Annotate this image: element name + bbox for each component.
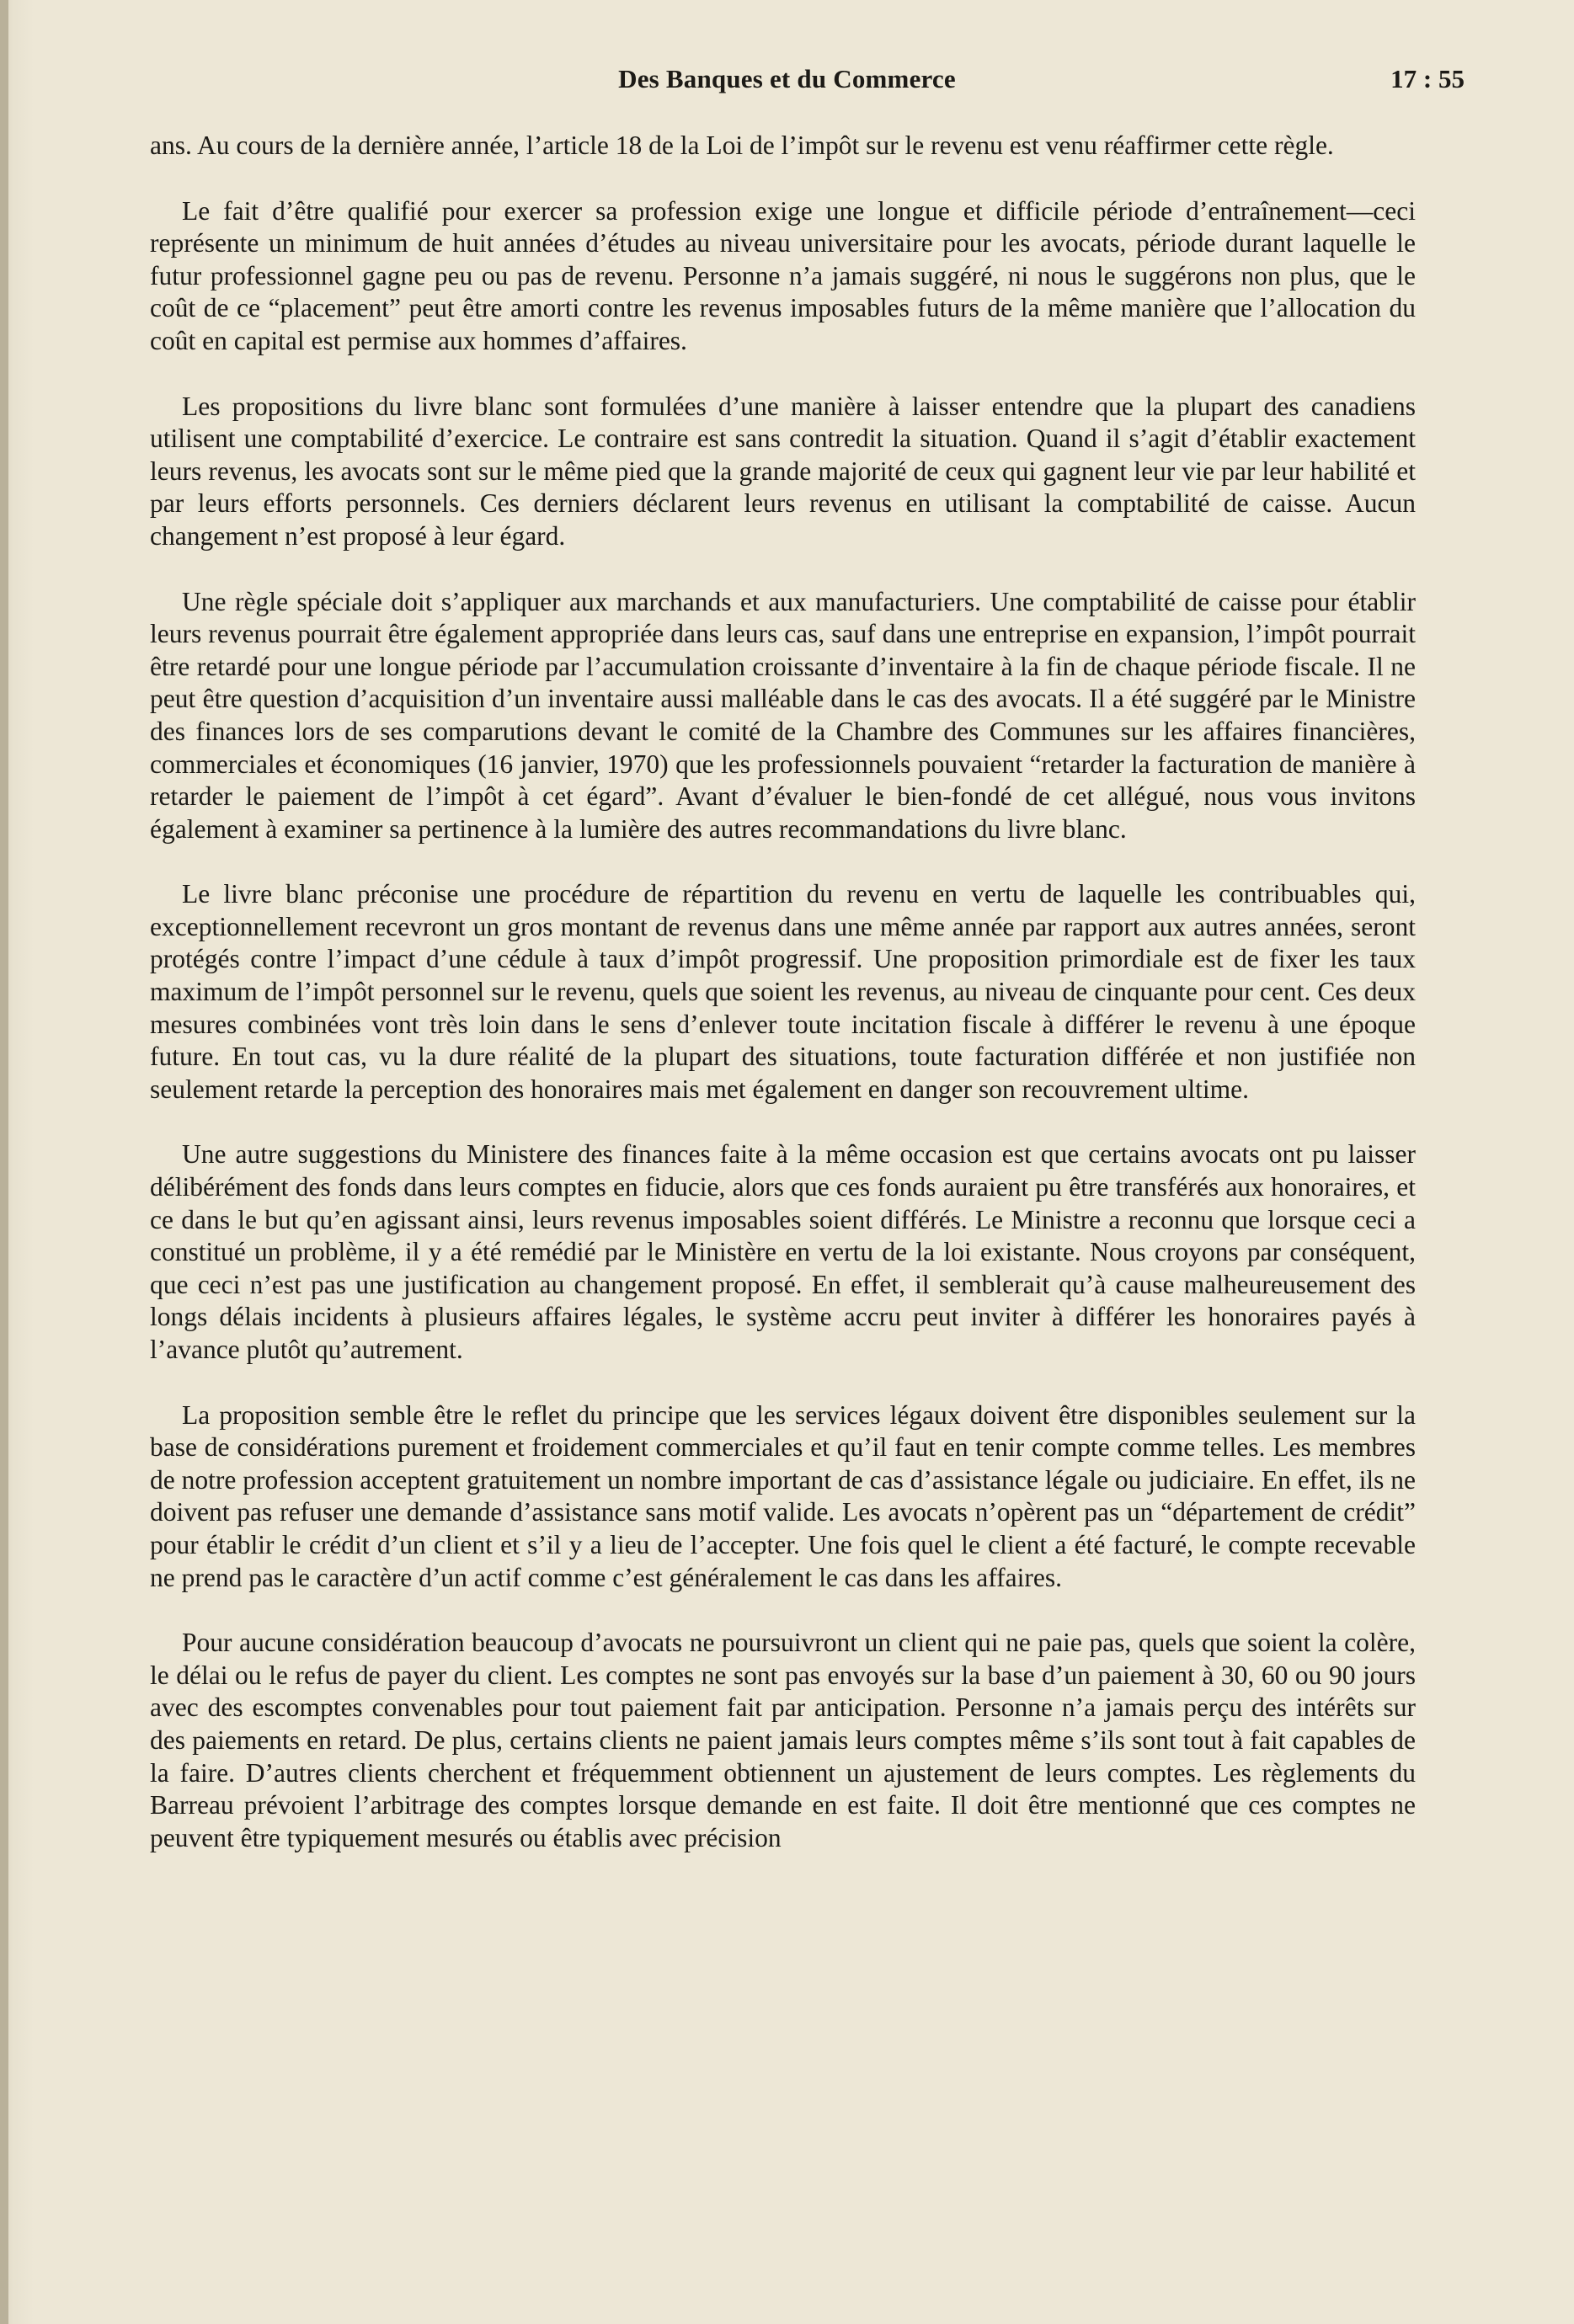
paragraph-4: Une règle spéciale doit s’appliquer aux marchands et aux manufacturiers. Une comptabilité de caisse pour établir leurs revenus pourrait être également appropriée dans leurs cas, sauf dans une entreprise en expansion, l’impôt pourrait être retardé pour une longue période par l’accumulation croissante d’inventaire à la fin de chaque période fiscale. Il ne peut être question d’acquisition d’un inventaire aussi malléable dans le cas des avocats. Il a été suggéré par le Ministre des finances lors de ses comparutions devant le comité de la Chambre des Communes sur les affaires financières, commerciales et économiques (16 janvier, 1970) que les professionnels pouvaient “retarder la facturation de manière à retarder le paiement de l’impôt à cet égard”. Avant d’évaluer le bien-fondé de cet allégué, nous vous invitons également à examiner sa pertinence à la lumière des autres recommandations du livre blanc. xyxy=(150,586,1416,844)
paragraph-2: Le fait d’être qualifié pour exercer sa profession exige une longue et difficile période d’entraînement—ceci représente un minimum de huit années d’études au niveau universitaire pour les avocats, période durant laquelle le futur professionnel gagne peu ou pas de revenu. Personne n’a jamais suggéré, ni nous le suggérons non plus, que le coût de ce “placement” peut être amorti contre les revenus imposables futurs de la même manière que l’allocation du coût en capital est permise aux hommes d’affaires. xyxy=(150,195,1416,355)
paragraph-3: Les propositions du livre blanc sont formulées d’une manière à laisser entendre que la plupart des canadiens utilisent une comptabilité d’exercice. Le contraire est sans contredit la situation. Quand il s’agit d’établir exactement leurs revenus, les avocats sont sur le même pied que la grande majorité de ceux qui gagnent leur vie par leur habilité et par leurs efforts personnels. Ces derniers déclarent leurs revenus en utilisant la comptabilité de caisse. Aucun changement n’est proposé à leur égard. xyxy=(150,391,1416,551)
paragraph-6: Une autre suggestions du Ministere des finances faite à la même occasion est que certains avocats ont pu laisser délibérément des fonds dans leurs comptes en fiducie, alors que ces fonds auraient pu être transférés aux honoraires, et ce dans le but qu’en agissant ainsi, leurs revenus imposables soient différés. Le Ministre a reconnu que lorsque ceci a constitué un problème, il y a été remédié par le Ministère en vertu de la loi existante. Nous croyons par conséquent, que ceci n’est pas une justification au changement proposé. En effet, il semblerait qu’à cause malheureusement des longs délais incidents à plusieurs affaires légales, le système accru peut inviter à différer les honoraires payés à l’avance plutôt qu’autrement. xyxy=(150,1139,1416,1364)
body-text xyxy=(150,130,1416,1887)
running-header-title: Des Banques et du Commerce xyxy=(618,64,956,93)
paragraph-5: Le livre blanc préconise une procédure de répartition du revenu en vertu de laquelle les contribuables qui, exceptionnellement recevront un gros montant de revenus dans une même année par rapport aux autres années, seront protégés contre l’impact d’une cédule à taux d’impôt progressif. Une proposition primordiale est de fixer les taux maximum de l’impôt personnel sur le revenu, quels que soient les revenus, au niveau de cinquante pour cent. Ces deux mesures combinées vont très loin dans le sens d’enlever toute incitation fiscale à différer le revenu à une époque future. En tout cas, vu la dure réalité de la plupart des situations, toute facturation différée et non justifiée non seulement retarde la perception des honoraires mais met également en danger son recouvrement ultime. xyxy=(150,879,1416,1104)
page-number: 17 : 55 xyxy=(1390,64,1465,93)
paragraph-7: La proposition semble être le reflet du principe que les services légaux doivent être disponibles seulement sur la base de considérations purement et froidement commerciales et qu’il faut en tenir compte comme telles. Les membres de notre profession acceptent gratuitement un nombre important de cas d’assistance légale ou judiciaire. En effet, ils ne doivent pas refuser une demande d’assistance sans motif valide. Les avocats n’opèrent pas un “département de crédit” pour établir le crédit d’un client et s’il y a lieu de l’accepter. Une fois quel le client a été facturé, le compte recevable ne prend pas le caractère d’un actif comme c’est généralement le cas dans les affaires. xyxy=(150,1399,1417,1592)
paragraph-1: ans. Au cours de la dernière année, l’article 18 de la Loi de l’impôt sur le revenu est venu réaffirmer cette règle. xyxy=(150,131,1334,160)
page-binding-edge xyxy=(0,0,8,2324)
paragraph-8: Pour aucune considération beaucoup d’avocats ne poursuivront un client qui ne paie pas, quels que soient la colère, le délai ou le refus de payer du client. Les comptes ne sont pas envoyés sur la base d’un paiement à 30, 60 ou 90 jours avec des escomptes convenables pour tout paiement fait par anticipation. Personne n’a jamais perçu des intérêts sur des paiements en retard. De plus, certains clients ne paient jamais leurs comptes même s’ils sont tout à fait capables de la faire. D’autres clients cherchent et fréquemment obtiennent un ajustement de leurs comptes. Les règlements du Barreau prévoient l’arbitrage des comptes lorsque demande en est faite. Il doit être mentionné que ces comptes ne peuvent être typiquement mesurés ou établis avec précision xyxy=(150,1628,1416,1852)
